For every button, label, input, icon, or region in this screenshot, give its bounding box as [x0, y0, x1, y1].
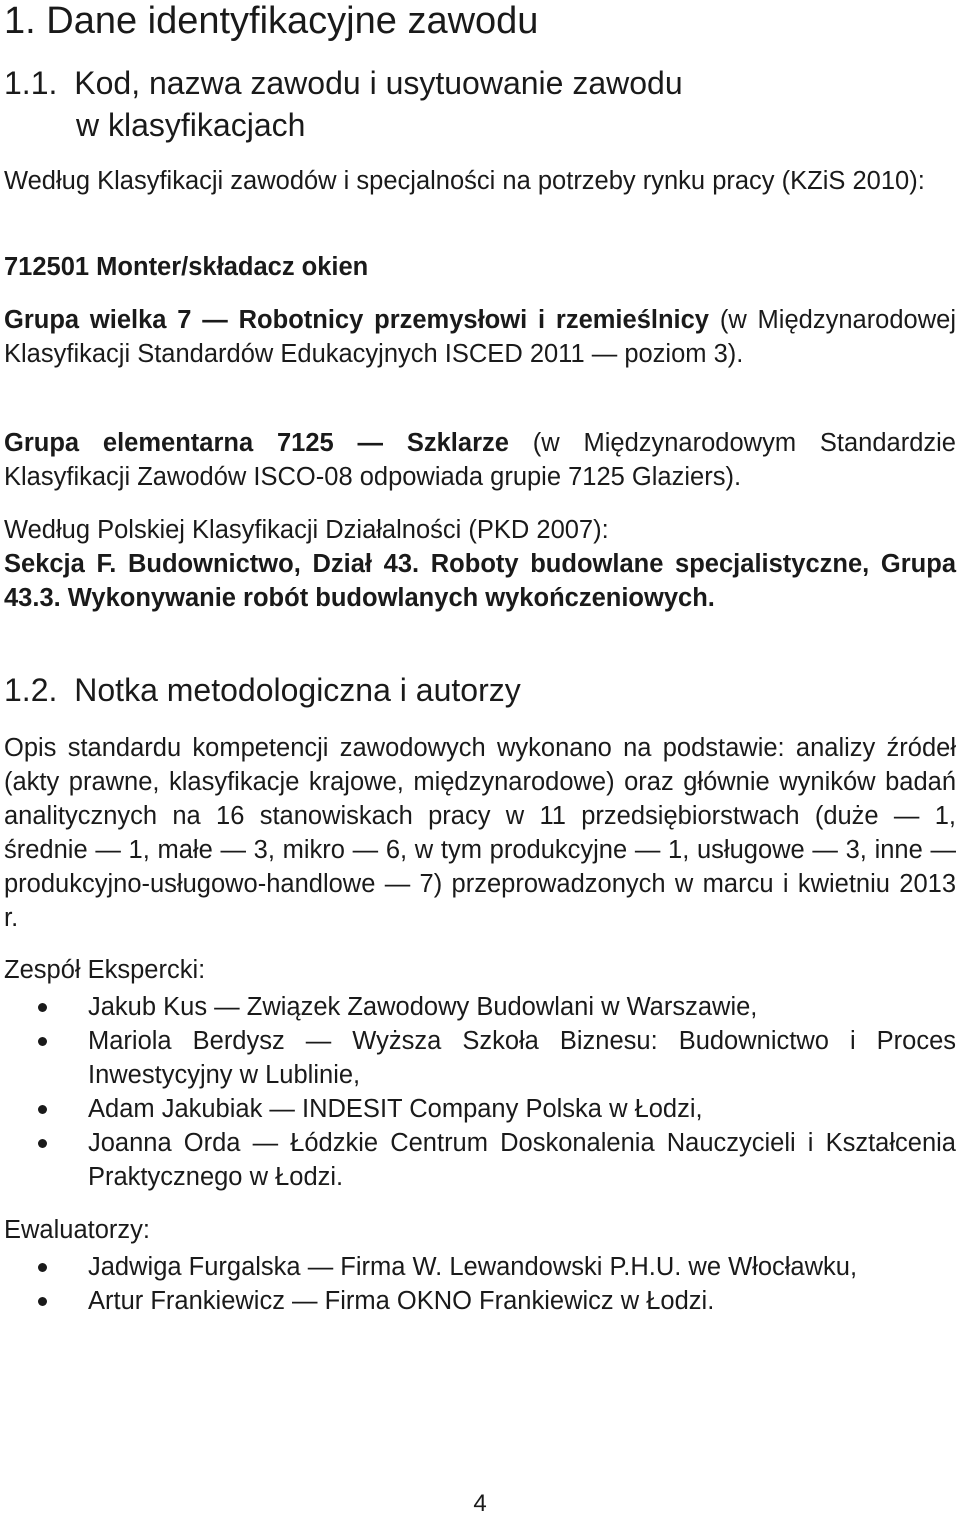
section-1-2-number: 1.2. — [4, 672, 58, 708]
group-unit-description: (w Międzynarodowym Standardzie Klasyfikacji Zawodów ISCO-08 odpowiada grupie 7125 Glaziers). — [4, 429, 956, 491]
evaluators-label: Ewaluatorzy: — [4, 1216, 150, 1244]
bullet-icon — [38, 1297, 47, 1306]
bullet-icon — [38, 1003, 47, 1012]
group-major-description: (w Międzynarodowej Klasyfikacji Standardów Edukacyjnych ISCED 2011 — poziom 3). — [4, 306, 956, 368]
list-item: Jadwiga Furgalska — Firma W. Lewandowski P.H.U. we Włocławku, — [4, 1250, 956, 1284]
section-1-2-title: Notka metodologiczna i autorzy — [74, 672, 521, 708]
group-major-label: Grupa wielka 7 — Robotnicy przemysłowi i rzemieślnicy — [4, 306, 709, 334]
page-number: 4 — [473, 1490, 487, 1517]
section-1-1-heading — [4, 62, 956, 146]
chapter-heading: 1. Dane identyfikacyjne zawodu — [4, 0, 539, 42]
group-unit-paragraph — [4, 426, 956, 494]
experts-list — [4, 990, 956, 1194]
bullet-icon — [38, 1037, 47, 1046]
pkd-intro: Według Polskiej Klasyfikacji Działalności (PKD 2007): — [4, 516, 609, 544]
evaluators-list — [4, 1250, 956, 1318]
list-item: Adam Jakubiak — INDESIT Company Polska w Łodzi, — [4, 1092, 956, 1126]
group-major-paragraph — [4, 303, 956, 371]
bullet-icon — [38, 1139, 47, 1148]
methodology-paragraph: Opis standardu kompetencji zawodowych wykonano na podstawie: analizy źródeł (akty prawne, klasyfikacje krajowe, międzynarodowe) oraz głównie wyników badań analitycznych na 16 stanowiskach pracy w 11 przedsiębiorstwach (duże — 1, średnie — 1, małe — 3, mikro — 6, w tym produkcyjne — 1, usługowe — 3, inne — produkcyjno-usługowo-handlowe — 7) przeprowadzonych w marcu i kwietniu 2013 r. — [4, 734, 956, 932]
pkd-detail: Sekcja F. Budownictwo, Dział 43. Roboty budowlane specjalistyczne, Grupa 43.3. Wykonywanie robót budowlanych wykończeniowych. — [4, 550, 956, 612]
bullet-icon — [38, 1263, 47, 1272]
list-item: Artur Frankiewicz — Firma OKNO Frankiewicz w Łodzi. — [4, 1284, 956, 1318]
occupation-code: 712501 Monter/składacz okien — [4, 253, 369, 281]
bullet-icon — [38, 1105, 47, 1114]
experts-label: Zespół Ekspercki: — [4, 956, 206, 984]
group-unit-label: Grupa elementarna 7125 — Szklarze — [4, 429, 509, 457]
section-1-1-number: 1.1. — [4, 65, 58, 101]
list-item: Joanna Orda — Łódzkie Centrum Doskonalenia Nauczycieli i Kształcenia Praktycznego w Łodzi. — [4, 1126, 956, 1194]
kzis-intro-paragraph: Według Klasyfikacji zawodów i specjalności na potrzeby rynku pracy (KZiS 2010): — [4, 167, 925, 195]
section-1-1-title-line1: Kod, nazwa zawodu i usytuowanie zawodu — [74, 65, 683, 101]
section-1-2-heading — [4, 669, 956, 711]
section-1-1-title-line2: w klasyfikacjach — [76, 107, 306, 143]
list-item: Jakub Kus — Związek Zawodowy Budowlani w Warszawie, — [4, 990, 956, 1024]
list-item: Mariola Berdysz — Wyższa Szkoła Biznesu: Budownictwo i Proces Inwestycyjny w Lublinie, — [4, 1024, 956, 1092]
